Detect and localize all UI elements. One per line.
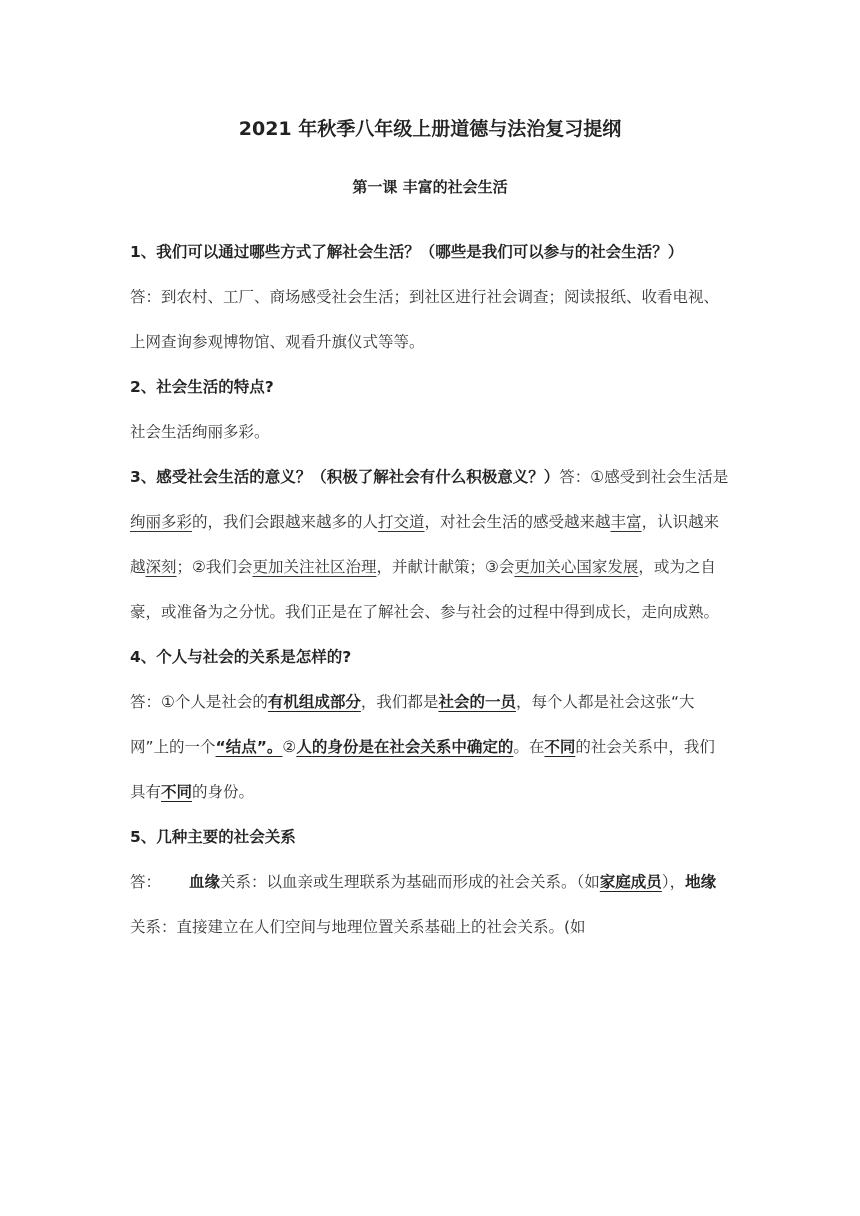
answer-5-text: 关系：直接建立在人们空间与地理位置关系基础上的社会关系。(如 — [130, 918, 586, 936]
answer-3-text: ；②我们会 — [176, 558, 253, 576]
answer-3-text: ，认识越来越 — [130, 513, 720, 576]
keyword-bold-underlined: 不同 — [544, 738, 576, 756]
answer-4-text: ，每个人都是社会这张“大网”上的一个 — [130, 693, 695, 756]
keyword-underlined: 更加关心国家发展 — [514, 558, 639, 576]
answer-4-text: 答：①个人是社会的 — [130, 693, 268, 711]
lesson-title: 第一课 丰富的社会生活 — [352, 178, 508, 196]
question-5: 5、几种主要的社会关系 — [130, 828, 296, 846]
keyword-bold-underlined: “结点”。 — [215, 738, 283, 756]
keyword-bold-underlined: 家庭成员 — [599, 873, 662, 891]
keyword-underlined: 丰富 — [610, 513, 642, 531]
question-4: 4、个人与社会的关系是怎样的? — [130, 648, 352, 666]
keyword-underlined: 更加关注社区治理 — [252, 558, 377, 576]
answer-5-text: 答： — [130, 873, 162, 891]
answer-3-text: 的，我们会跟越来越多的人 — [192, 513, 379, 531]
term-bold: 血缘 — [189, 873, 221, 891]
keyword-bold-underlined: 社会的一员 — [438, 693, 516, 711]
answer-4 — [130, 680, 730, 815]
keyword-bold-underlined: 不同 — [161, 783, 193, 801]
answer-5-text: ）， — [661, 873, 686, 891]
answer-1: 答：到农村、工厂、商场感受社会生活；到社区进行社会调查；阅读报纸、收看电视、上网查询参观博物馆、观看升旗仪式等等。 — [130, 288, 720, 351]
keyword-underlined: 绚丽多彩 — [130, 513, 193, 531]
question-1: 1、我们可以通过哪些方式了解社会生活？（哪些是我们可以参与的社会生活？） — [130, 243, 684, 261]
keyword-bold-underlined: 有机组成部分 — [267, 693, 361, 711]
answer-3-text: ，或为之自豪，或准备为之分忧。我们正是在了解社会、参与社会的过程中得到成长，走向成熟。 — [130, 558, 720, 621]
keyword-bold-underlined: 人的身份是在社会关系中确定的 — [296, 738, 514, 756]
answer-2: 社会生活绚丽多彩。 — [130, 423, 270, 441]
keyword-underlined: 深刻 — [145, 558, 177, 576]
term-bold: 地缘 — [685, 873, 717, 891]
answer-4-text: 。在 — [513, 738, 545, 756]
answer-3-text: ，对社会生活的感受越来越 — [424, 513, 611, 531]
document-body — [130, 230, 730, 950]
document-title: 2021 年秋季八年级上册道德与法治复习提纲 — [238, 118, 622, 140]
answer-4-text: ，我们都是 — [360, 693, 439, 711]
answer-4-text: ② — [282, 738, 297, 756]
question-3: 3、感受社会生活的意义？（积极了解社会有什么积极意义？） — [130, 468, 560, 486]
question-2: 2、社会生活的特点? — [130, 378, 274, 396]
answer-3-text: 答：①感受到社会生活是 — [559, 468, 729, 486]
keyword-underlined: 打交道 — [378, 513, 425, 531]
answer-5 — [130, 860, 730, 950]
answer-4-text: 的社会关系中，我们具有 — [130, 738, 715, 801]
answer-5-text: 关系：以血亲或生理联系为基础而形成的社会关系。（如 — [220, 873, 600, 891]
answer-4-text: 的身份。 — [192, 783, 255, 801]
answer-3-text: ，并献计献策；③会 — [376, 558, 515, 576]
question-answer-3 — [130, 455, 730, 635]
